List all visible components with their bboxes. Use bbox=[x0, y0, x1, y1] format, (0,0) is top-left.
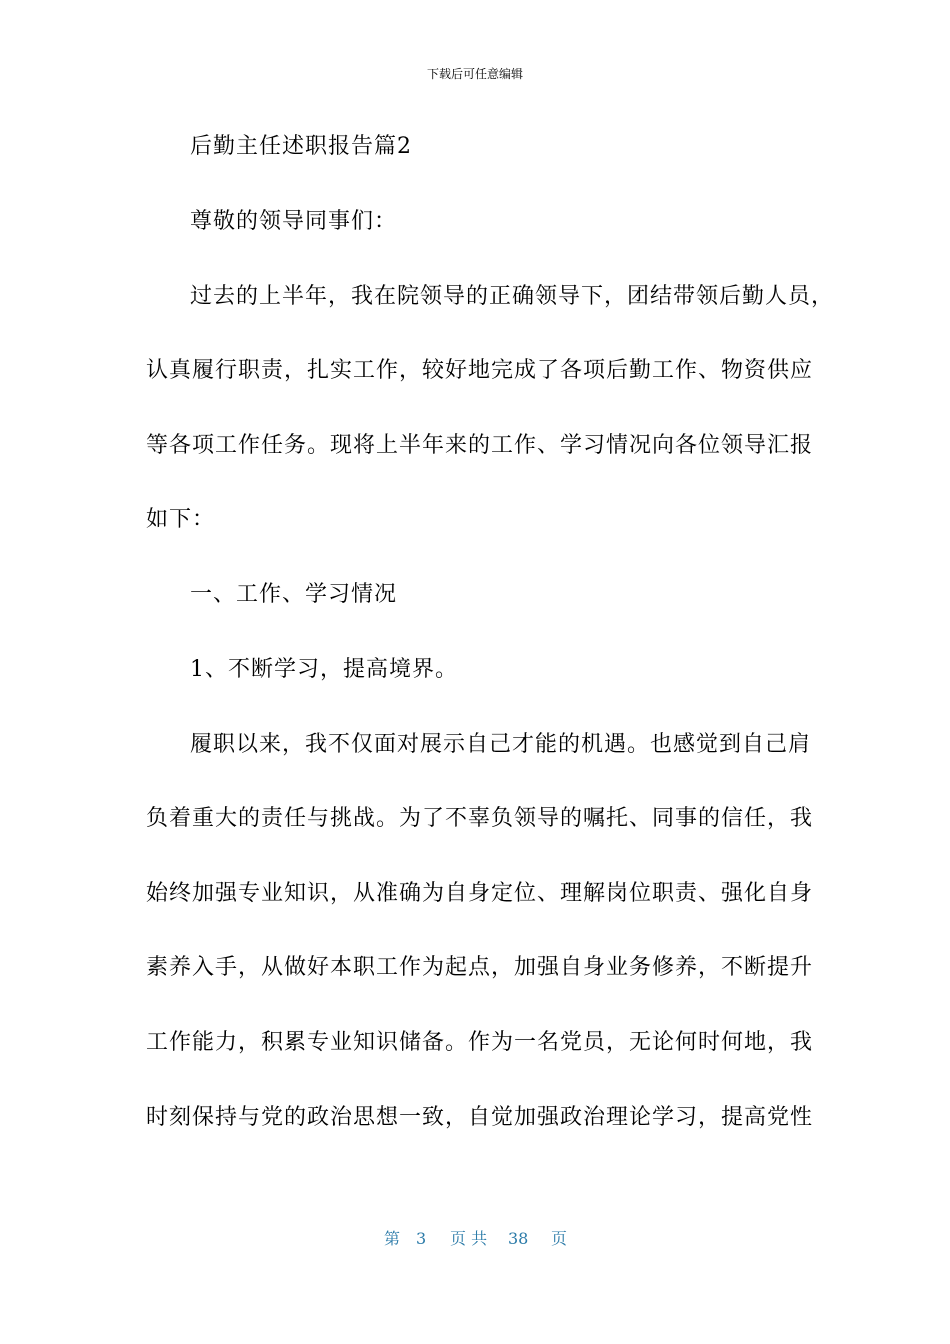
header-note: 下载后可任意编辑 bbox=[426, 67, 523, 81]
footer-page-number: 3 bbox=[416, 1229, 427, 1248]
footer-label-di: 第 bbox=[384, 1229, 401, 1248]
paragraph-line: 过去的上半年，我在院领导的正确领导下，团结带领后勤人员， bbox=[190, 284, 835, 309]
paragraph-line: 负着重大的责任与挑战。为了不辜负领导的嘱托、同事的信任，我 bbox=[146, 806, 814, 831]
footer-label-ye-gong: 页 共 bbox=[450, 1229, 488, 1248]
paragraph-line: 工作能力，积累专业知识储备。作为一名党员，无论何时何地，我 bbox=[146, 1030, 814, 1055]
paragraph-line: 如下： bbox=[146, 507, 216, 532]
document-title: 后勤主任述职报告篇2 bbox=[190, 134, 412, 159]
paragraph-line: 等各项工作任务。现将上半年来的工作、学习情况向各位领导汇报 bbox=[146, 433, 814, 458]
footer-total-pages: 38 bbox=[508, 1229, 529, 1248]
footer-label-ye: 页 bbox=[551, 1229, 568, 1248]
paragraph-line: 时刻保持与党的政治思想一致，自觉加强政治理论学习，提高党性 bbox=[146, 1105, 814, 1130]
paragraph-line: 履职以来，我不仅面对展示自己才能的机遇。也感觉到自己肩 bbox=[190, 732, 812, 757]
paragraph-line: 始终加强专业知识，从准确为自身定位、理解岗位职责、强化自身 bbox=[146, 881, 814, 906]
paragraph-line: 素养入手，从做好本职工作为起点，加强自身业务修养，不断提升 bbox=[146, 955, 814, 980]
salutation: 尊敬的领导同事们： bbox=[190, 209, 398, 234]
paragraph-line: 认真履行职责，扎实工作，较好地完成了各项后勤工作、物资供应 bbox=[146, 358, 814, 383]
section-heading: 一、工作、学习情况 bbox=[190, 582, 398, 607]
subsection-heading: 1、不断学习，提高境界。 bbox=[190, 657, 458, 682]
